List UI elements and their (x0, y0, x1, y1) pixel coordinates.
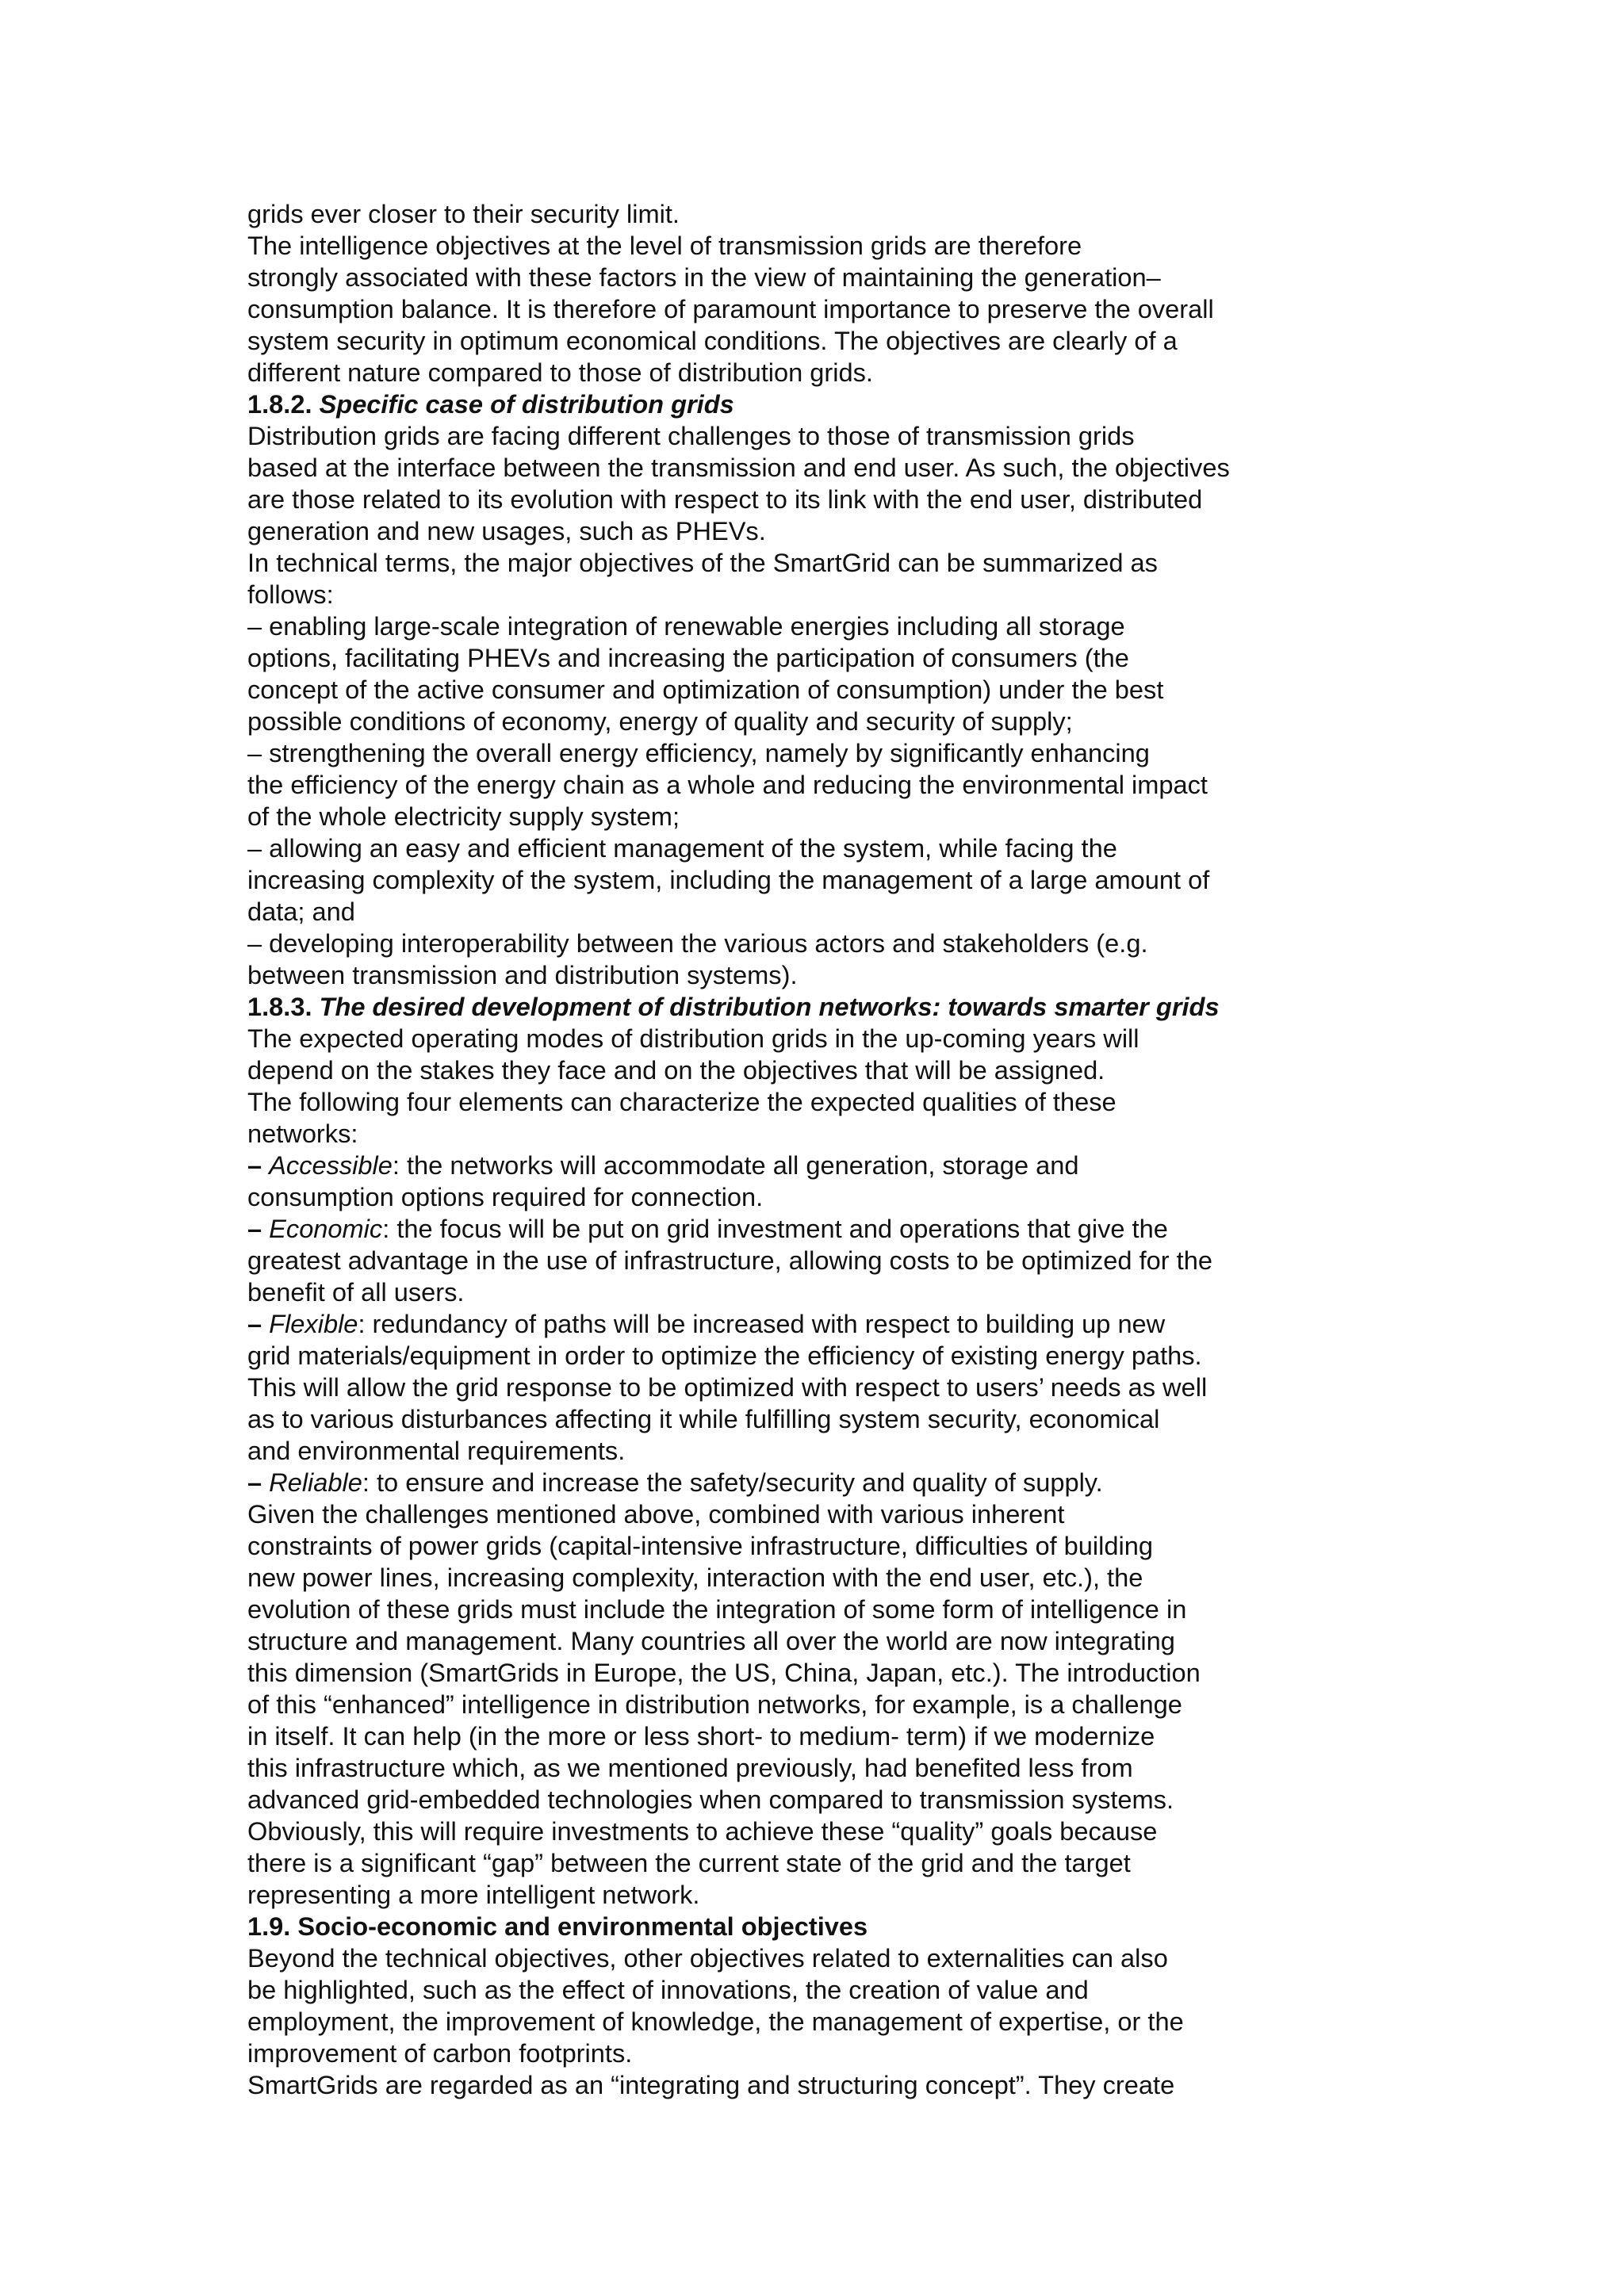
text-line: Distribution grids are facing different challenges to those of transmission grids (247, 421, 1135, 450)
quality-description: : redundancy of paths will be increased with respect to building up new (358, 1309, 1166, 1338)
text-line: consumption balance. It is therefore of paramount importance to preserve the overall (247, 294, 1214, 323)
text-line: data; and (247, 897, 355, 926)
text-line: of this “enhanced” intelligence in distribution networks, for example, is a challenge (247, 1689, 1182, 1719)
text-line: greatest advantage in the use of infrastructure, allowing costs to be optimized for the (247, 1246, 1212, 1275)
text-line: Given the challenges mentioned above, combined with various inherent (247, 1499, 1065, 1529)
text-line: The following four elements can characterize the expected qualities of these (247, 1087, 1116, 1116)
text-line: between transmission and distribution systems). (247, 960, 798, 989)
quality-term: Flexible (269, 1309, 358, 1338)
text-line: depend on the stakes they face and on the objectives that will be assigned. (247, 1055, 1105, 1085)
text-line: The intelligence objectives at the level of transmission grids are therefore (247, 231, 1082, 260)
quality-item-flexible (247, 1308, 1595, 1340)
text-line: in itself. It can help (in the more or less short- to medium- term) if we modernize (247, 1721, 1155, 1751)
list-dash: – (247, 1309, 270, 1338)
text-line: as to various disturbances affecting it while fulfilling system security, economical (247, 1404, 1160, 1433)
text-line: grids ever closer to their security limit. (247, 199, 680, 228)
quality-term: Economic (269, 1214, 383, 1243)
text-line: based at the interface between the transmission and end user. As such, the objectives (247, 453, 1230, 482)
text-line: structure and management. Many countries all over the world are now integrating (247, 1626, 1175, 1655)
text-line: The expected operating modes of distribution grids in the up-coming years will (247, 1024, 1139, 1053)
text-line: grid materials/equipment in order to optimize the efficiency of existing energy paths. (247, 1341, 1202, 1370)
list-dash: – (247, 1468, 270, 1497)
text-line: evolution of these grids must include the integration of some form of intelligence in (247, 1594, 1187, 1624)
text-line: improvement of carbon footprints. (247, 2038, 633, 2068)
list-dash: – (247, 1214, 270, 1243)
text-line: the efficiency of the energy chain as a whole and reducing the environmental impact (247, 770, 1208, 799)
text-line: advanced grid-embedded technologies when compared to transmission systems. (247, 1785, 1174, 1814)
text-line: – strengthening the overall energy efficiency, namely by significantly enhancing (247, 738, 1150, 767)
list-dash: – (247, 1150, 270, 1180)
text-line: generation and new usages, such as PHEVs. (247, 516, 766, 545)
quality-term: Accessible (269, 1150, 393, 1180)
quality-description: : to ensure and increase the safety/security and quality of supply. (362, 1468, 1103, 1497)
text-line: possible conditions of economy, energy of quality and security of supply; (247, 706, 1073, 736)
text-line: This will allow the grid response to be optimized with respect to users’ needs as well (247, 1372, 1208, 1402)
section-title: Specific case of distribution grids (319, 389, 734, 419)
section-heading-1-8-2 (247, 388, 1595, 420)
text-line: follows: (247, 580, 334, 609)
text-line: of the whole electricity supply system; (247, 802, 680, 831)
section-number: 1.8.3. (247, 992, 320, 1021)
quality-term: Reliable (269, 1468, 362, 1497)
text-line: SmartGrids are regarded as an “integrating and structuring concept”. They create (247, 2070, 1175, 2099)
text-line: Obviously, this will require investments to achieve these “quality” goals because (247, 1816, 1158, 1846)
section-heading-1-8-3 (247, 991, 1595, 1023)
text-line: and environmental requirements. (247, 1436, 626, 1465)
text-line: this dimension (SmartGrids in Europe, the US, China, Japan, etc.). The introduction (247, 1658, 1201, 1687)
text-line: are those related to its evolution with respect to its link with the end user, distributed (247, 484, 1203, 514)
text-line: – developing interoperability between the various actors and stakeholders (e.g. (247, 928, 1148, 958)
quality-item-accessible (247, 1150, 1595, 1181)
text-line: representing a more intelligent network. (247, 1880, 700, 1909)
text-line: – enabling large-scale integration of renewable energies including all storage (247, 611, 1125, 641)
text-line: different nature compared to those of distribution grids. (247, 358, 873, 387)
quality-description: : the focus will be put on grid investment and operations that give the (382, 1214, 1168, 1243)
text-line: system security in optimum economical conditions. The objectives are clearly of a (247, 326, 1178, 355)
text-line: Beyond the technical objectives, other objectives related to externalities can also (247, 1943, 1168, 1973)
text-line: new power lines, increasing complexity, interaction with the end user, etc.), the (247, 1563, 1143, 1592)
quality-item-economic (247, 1213, 1595, 1245)
text-line: constraints of power grids (capital-intensive infrastructure, difficulties of building (247, 1531, 1153, 1560)
text-line: strongly associated with these factors in the view of maintaining the generation– (247, 262, 1161, 292)
text-line: benefit of all users. (247, 1277, 465, 1307)
quality-item-reliable (247, 1467, 1595, 1498)
document-page (247, 198, 1595, 2101)
section-heading-1-9: 1.9. Socio-economic and environmental objectives (247, 1911, 868, 1941)
quality-description: : the networks will accommodate all generation, storage and (392, 1150, 1079, 1180)
text-line: employment, the improvement of knowledge, the management of expertise, or the (247, 2007, 1184, 2036)
section-number: 1.8.2. (247, 389, 320, 419)
section-title: The desired development of distribution networks: towards smarter grids (319, 992, 1220, 1021)
text-line: there is a significant “gap” between the current state of the grid and the target (247, 1848, 1131, 1877)
text-line: be highlighted, such as the effect of innovations, the creation of value and (247, 1975, 1089, 2004)
text-line: options, facilitating PHEVs and increasing the participation of consumers (the (247, 643, 1129, 672)
text-line: consumption options required for connection. (247, 1182, 764, 1211)
text-line: – allowing an easy and efficient management of the system, while facing the (247, 833, 1117, 863)
text-line: increasing complexity of the system, including the management of a large amount of (247, 865, 1210, 894)
text-line: this infrastructure which, as we mentioned previously, had benefited less from (247, 1753, 1133, 1782)
text-line: concept of the active consumer and optimization of consumption) under the best (247, 675, 1164, 704)
text-line: networks: (247, 1119, 358, 1148)
text-line: In technical terms, the major objectives of the SmartGrid can be summarized as (247, 548, 1158, 577)
